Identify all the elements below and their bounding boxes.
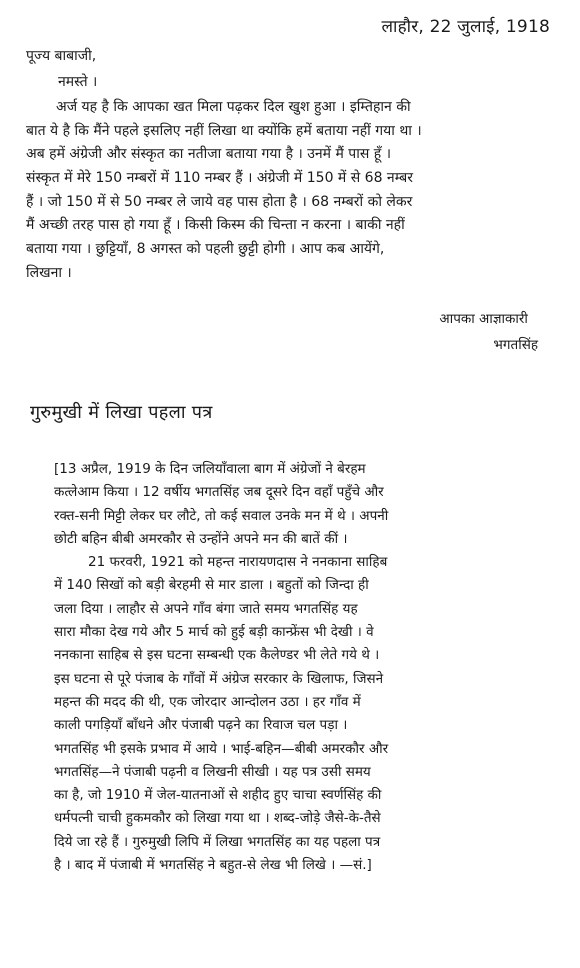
editor-note-line: 21 फरवरी, 1921 को महन्त नारायणदास ने ननकाना साहिब bbox=[88, 554, 388, 571]
letter-body-line: अर्ज यह है कि आपका खत मिला पढ़कर दिल खुश हुआ । इम्तिहान की bbox=[56, 99, 411, 115]
letter-dateline: लाहौर, 22 जुलाई, 1918 bbox=[381, 17, 550, 37]
editor-note-line: [13 अप्रैल, 1919 के दिन जलियाँवाला बाग में अंग्रेजों ने बेरहम bbox=[54, 461, 366, 477]
letter-body-line: संस्कृत में मेरे 150 नम्बरों में 110 नम्बर हैं । अंग्रेजी में 150 में से 68 नम्बर bbox=[26, 170, 413, 187]
letter-body-line: हैं । जो 150 में से 50 नम्बर ले जाये वह पास होता है । 68 नम्बरों को लेकर bbox=[26, 193, 413, 210]
editor-note-line: सारा मौका देख गये और 5 मार्च को हुई बड़ी कान्फ्रेंस भी देखी । वे bbox=[54, 624, 374, 641]
editor-note-line: महन्त की मदद की थी, एक जोरदार आन्दोलन उठा । हर गाँव में bbox=[54, 693, 361, 710]
section-heading: गुरुमुखी में लिखा पहला पत्र bbox=[30, 402, 213, 423]
editor-note-line: जला दिया । लाहौर से अपने गाँव बंगा जाते समय भगतसिंह यह bbox=[54, 600, 358, 617]
editor-note-line: छोटी बहिन बीबी अमरकौर से उन्होंने अपने मन की बातें कीं । bbox=[54, 530, 348, 547]
letter-signature: भगतसिंह bbox=[493, 337, 538, 353]
letter-body-line: बात ये है कि मैंने पहले इसलिए नहीं लिखा था क्योंकि हमें बताया नहीं गया था । bbox=[26, 122, 422, 139]
editor-note-line: में 140 सिखों को बड़ी बेरहमी से मार डाला । बहुतों को जिन्दा ही bbox=[54, 577, 369, 594]
letter-salutation: पूज्य बाबाजी, bbox=[26, 48, 97, 64]
letter-closing: आपका आज्ञाकारी bbox=[439, 311, 528, 327]
letter-body-line: लिखना । bbox=[26, 264, 72, 281]
editor-note-line: है । बाद में पंजाबी में भगतसिंह ने बहुत-से लेख भी लिखे । —सं.] bbox=[54, 857, 372, 874]
letter-body-line: मैं अच्छी तरह पास हो गया हूँ । किसी किस्म की चिन्ता न करना । बाकी नहीं bbox=[26, 217, 405, 234]
letter-body-line: बताया गया । छुट्टियाँ, 8 अगस्त को पहली छुट्टी होगी । आप कब आयेंगे, bbox=[26, 241, 385, 258]
editor-note-line: का है, जो 1910 में जेल-यातनाओं से शहीद हुए चाचा स्वर्णसिंह की bbox=[54, 787, 382, 804]
editor-note-line: दिये जा रहे हैं । गुरुमुखी लिपि में लिखा भगतसिंह का यह पहला पत्र bbox=[54, 833, 381, 850]
editor-note-line: भगतसिंह भी इसके प्रभाव में आये । भाई-बहिन—बीबी अमरकौर और bbox=[54, 740, 389, 757]
editor-note-line: इस घटना से पूरे पंजाब के गाँवों में अंग्रेज सरकार के खिलाफ, जिसने bbox=[54, 670, 384, 687]
editor-note-line: रक्त-सनी मिट्टी लेकर घर लौटे, तो कई सवाल उनके मन में थे । अपनी bbox=[54, 507, 389, 524]
editor-note-line: काली पगड़ियाँ बाँधने और पंजाबी पढ़ने का रिवाज चल पड़ा । bbox=[54, 717, 348, 734]
editor-note-line: ननकाना साहिब से इस घटना सम्बन्धी एक कैलेण्डर भी लेते गये थे । bbox=[54, 647, 380, 664]
editor-note-line: भगतसिंह—ने पंजाबी पढ़नी व लिखनी सीखी । यह पत्र उसी समय bbox=[54, 763, 371, 780]
editor-note bbox=[54, 458, 556, 877]
editor-note-line: कत्लेआम किया । 12 वर्षीय भगतसिंह जब दूसरे दिन वहाँ पहुँचे और bbox=[54, 484, 384, 501]
editor-note-line: धर्मपत्नी चाची हुकमकौर को लिखा गया था । शब्द-जोड़े जैसे-के-तैसे bbox=[54, 810, 381, 827]
letter-body bbox=[26, 96, 556, 286]
letter-signoff bbox=[439, 306, 538, 358]
letter-greeting: नमस्ते । bbox=[58, 74, 98, 90]
letter-body-line: अब हमें अंग्रेजी और संस्कृत का नतीजा बताया गया है । उनमें मैं पास हूँ । bbox=[26, 146, 391, 163]
